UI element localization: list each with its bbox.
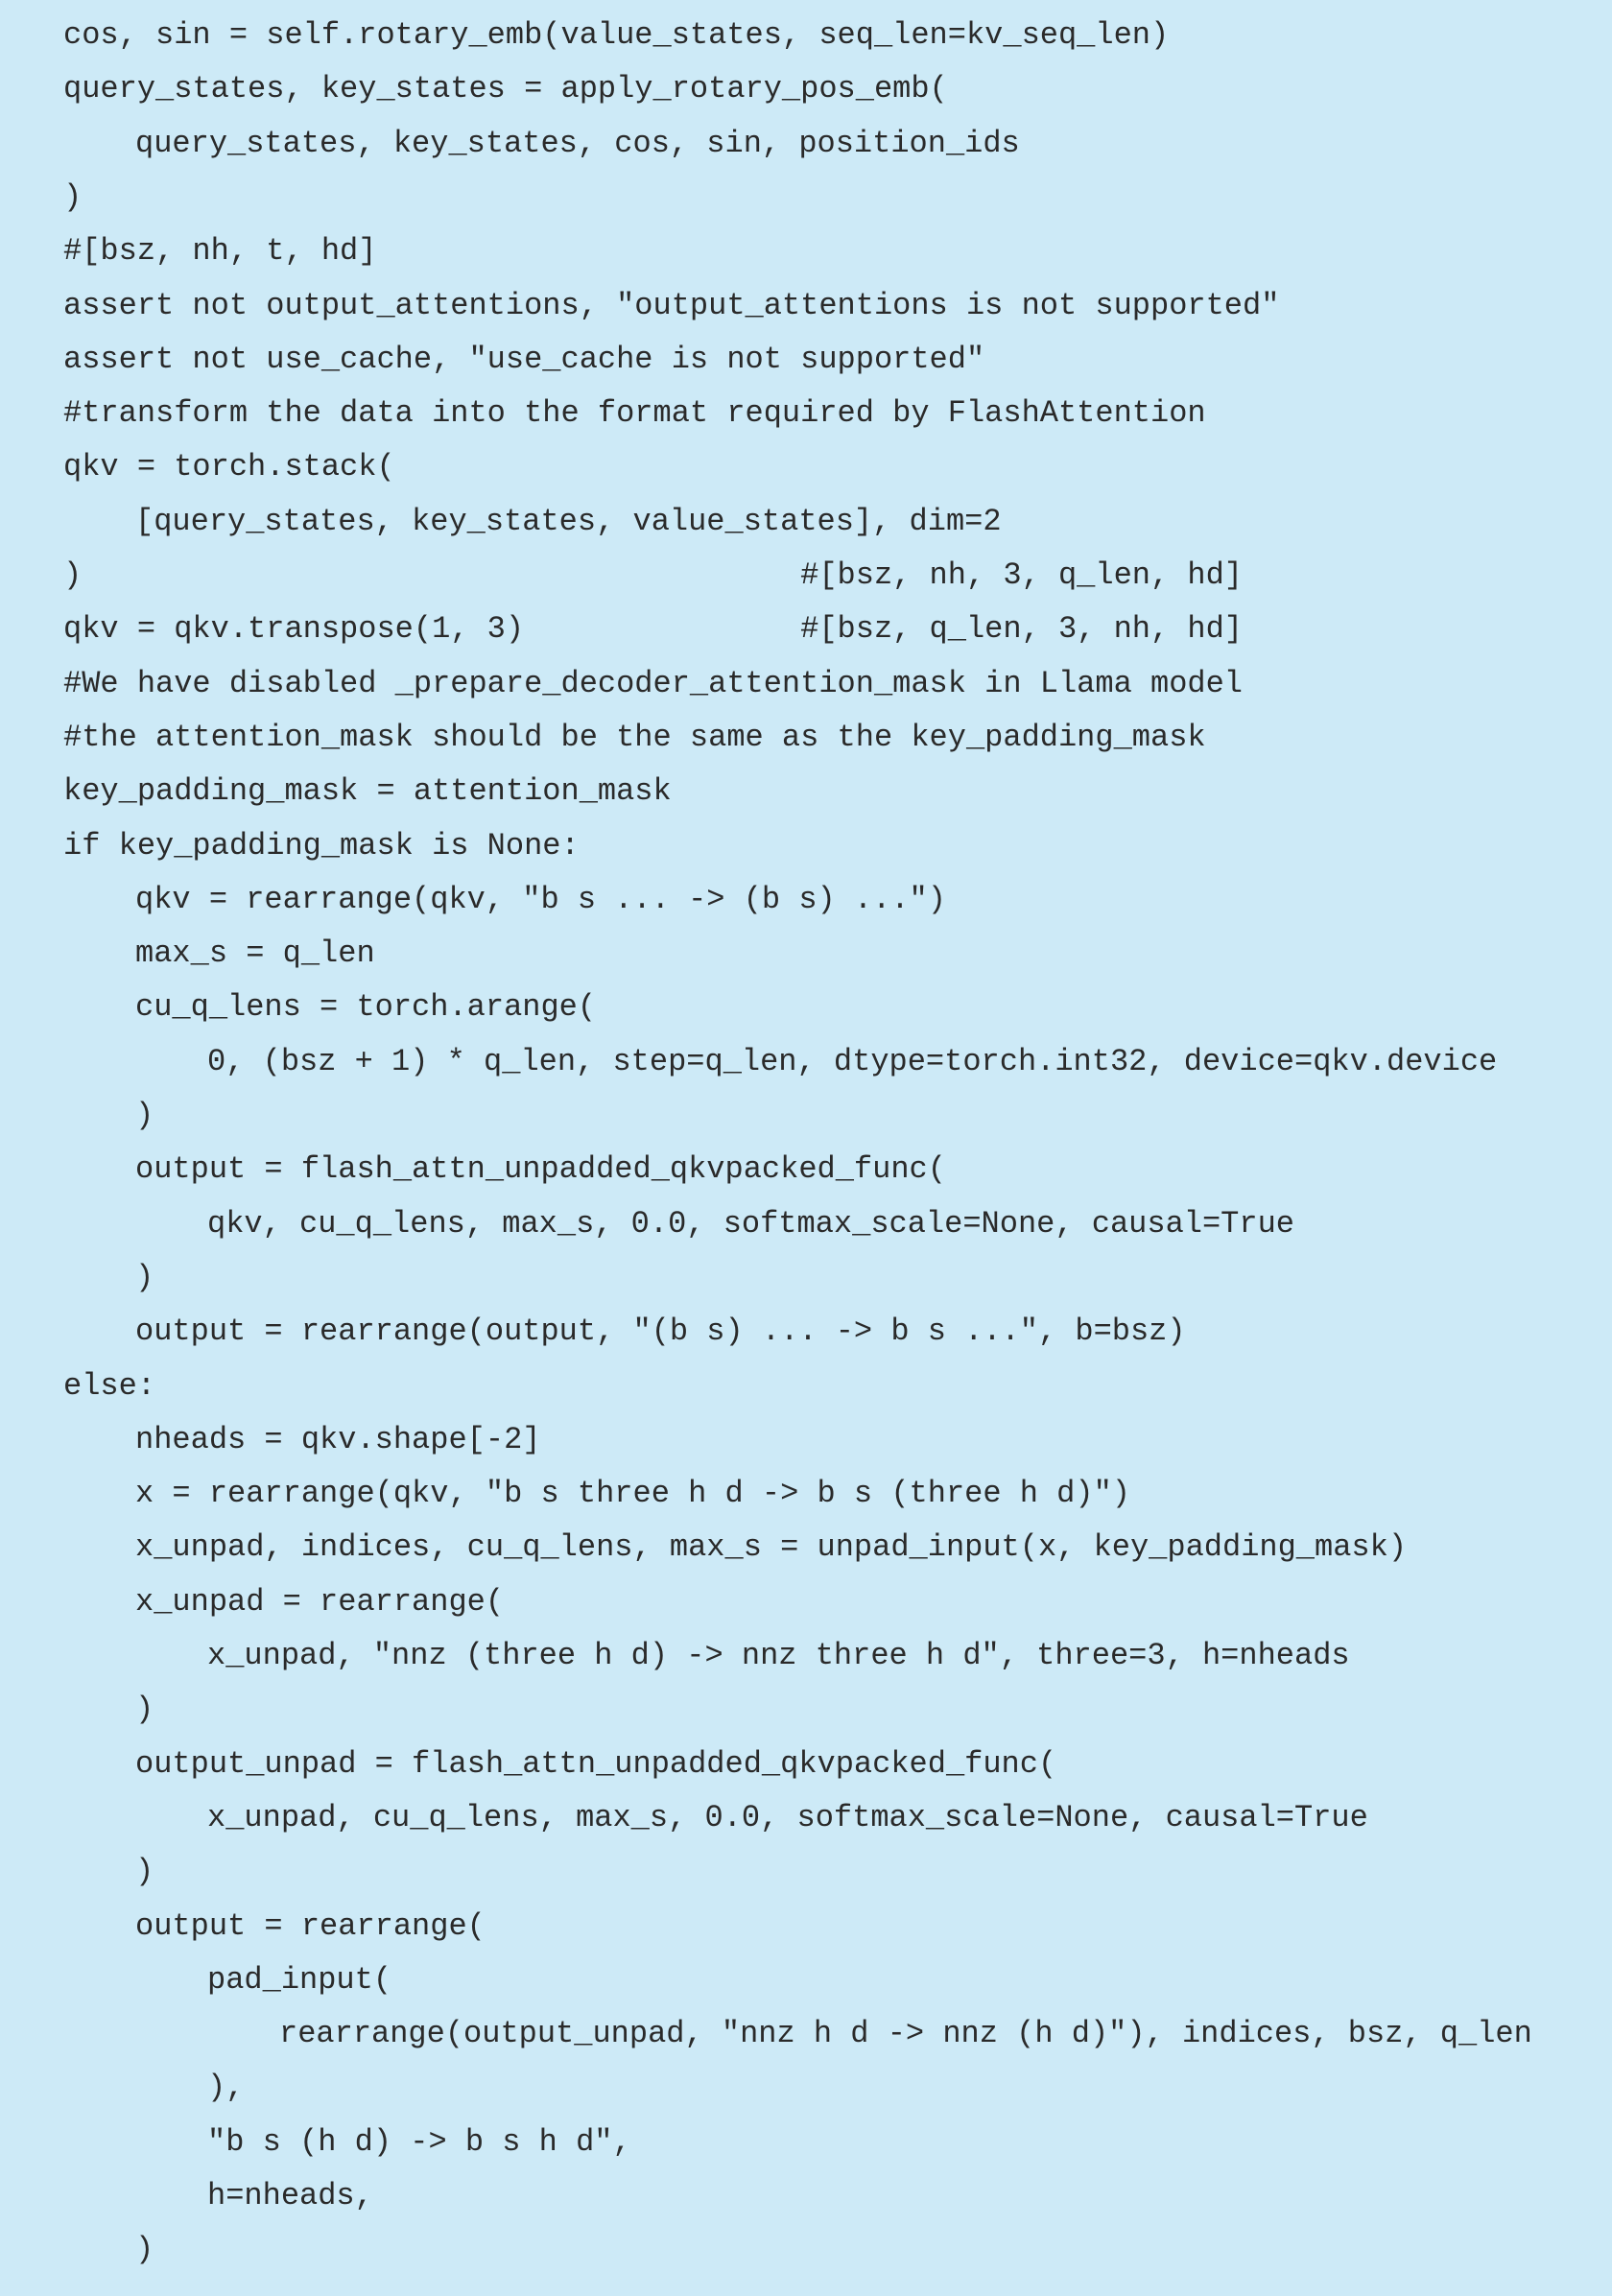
code-line: 0, (bsz + 1) * q_len, step=q_len, dtype=torch.int32, device=qkv.device — [207, 1044, 1498, 1079]
code-comment-line: #transform the data into the format required by FlashAttention — [63, 395, 1206, 431]
code-line: output = rearrange(output, "(b s) ... -> b s ...", b=bsz) — [135, 1314, 1186, 1349]
code-line: [query_states, key_states, value_states], dim=2 — [135, 504, 1002, 539]
code-line: ) — [135, 1260, 154, 1295]
code-line: ) — [135, 1098, 154, 1133]
code-line: ) #[bsz, nh, 3, q_len, hd] — [63, 557, 1243, 593]
code-line: query_states, key_states = apply_rotary_pos_emb( — [63, 71, 948, 107]
code-line: query_states, key_states, cos, sin, position_ids — [135, 126, 1020, 161]
code-line: assert not output_attentions, "output_attentions is not supported" — [63, 288, 1280, 323]
code-line: output = rearrange( — [135, 1908, 486, 1944]
code-line: qkv = qkv.transpose(1, 3) #[bsz, q_len, 3, nh, hd] — [63, 611, 1243, 647]
code-line: else: — [63, 1368, 156, 1404]
code-line: cu_q_lens = torch.arange( — [135, 989, 597, 1025]
code-line: output_unpad = flash_attn_unpadded_qkvpacked_func( — [135, 1746, 1057, 1782]
code-comment-line: #We have disabled _prepare_decoder_attention_mask in Llama model — [63, 666, 1243, 701]
code-line: qkv, cu_q_lens, max_s, 0.0, softmax_scale=None, causal=True — [207, 1206, 1294, 1242]
code-line: ) — [135, 1854, 154, 1889]
code-line: x_unpad, cu_q_lens, max_s, 0.0, softmax_scale=None, causal=True — [207, 1800, 1368, 1835]
code-line: "b s (h d) -> b s h d", — [207, 2124, 631, 2160]
code-line: x_unpad = rearrange( — [135, 1584, 505, 1620]
code-line: pad_input( — [207, 1962, 392, 1998]
code-line: nheads = qkv.shape[-2] — [135, 1422, 541, 1457]
code-line: x_unpad, indices, cu_q_lens, max_s = unpad_input(x, key_padding_mask) — [135, 1529, 1408, 1565]
code-line: max_s = q_len — [135, 935, 375, 971]
code-line: if key_padding_mask is None: — [63, 828, 580, 864]
code-comment-line: #[bsz, nh, t, hd] — [63, 233, 377, 269]
code-line: key_padding_mask = attention_mask — [63, 773, 672, 809]
code-line: qkv = rearrange(qkv, "b s ... -> (b s) ...") — [135, 882, 946, 917]
code-line: rearrange(output_unpad, "nnz h d -> nnz (h d)"), indices, bsz, q_len — [279, 2016, 1532, 2051]
code-comment-line: #the attention_mask should be the same as the key_padding_mask — [63, 720, 1206, 755]
code-line: x = rearrange(qkv, "b s three h d -> b s (three h d)") — [135, 1476, 1130, 1511]
code-line: qkv = torch.stack( — [63, 449, 395, 485]
code-line: ) — [135, 2232, 154, 2267]
code-line: ) — [63, 179, 83, 215]
code-line: ), — [207, 2070, 245, 2105]
code-line: cos, sin = self.rotary_emb(value_states, seq_len=kv_seq_len) — [63, 17, 1170, 53]
code-line: assert not use_cache, "use_cache is not supported" — [63, 342, 985, 377]
code-line: output = flash_attn_unpadded_qkvpacked_func( — [135, 1151, 946, 1187]
code-line: x_unpad, "nnz (three h d) -> nnz three h d", three=3, h=nheads — [207, 1638, 1350, 1673]
code-line: ) — [135, 1692, 154, 1727]
code-line: h=nheads, — [207, 2178, 373, 2213]
